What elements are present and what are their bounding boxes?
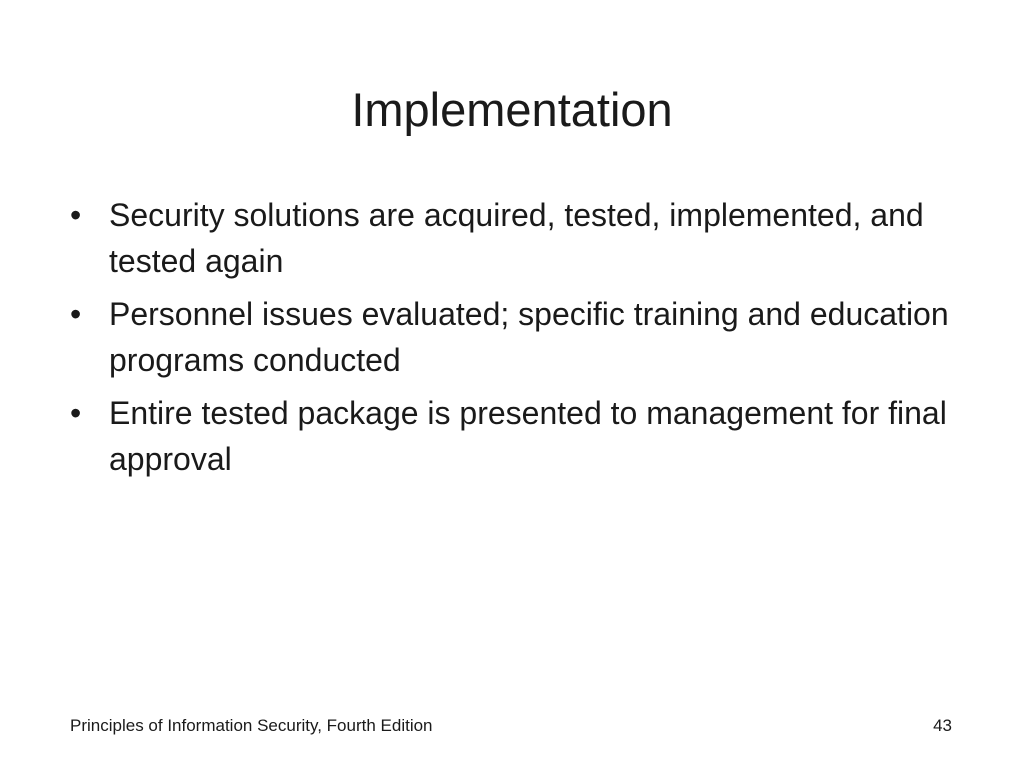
- bullet-item: [70, 291, 970, 383]
- bullet-marker: •: [70, 296, 82, 332]
- bullet-list: [70, 192, 970, 489]
- bullet-text: Personnel issues evaluated; specific training and education programs conducted: [109, 296, 949, 378]
- bullet-text: Security solutions are acquired, tested, implemented, and tested again: [109, 197, 924, 279]
- footer-text: Principles of Information Security, Fourth Edition: [70, 716, 433, 735]
- slide-title: Implementation: [351, 83, 673, 136]
- page-number: 43: [933, 716, 952, 735]
- bullet-marker: •: [70, 395, 82, 431]
- bullet-item: [70, 192, 970, 284]
- bullet-text: Entire tested package is presented to management for final approval: [109, 395, 947, 477]
- bullet-marker: •: [70, 197, 82, 233]
- bullet-item: [70, 390, 970, 482]
